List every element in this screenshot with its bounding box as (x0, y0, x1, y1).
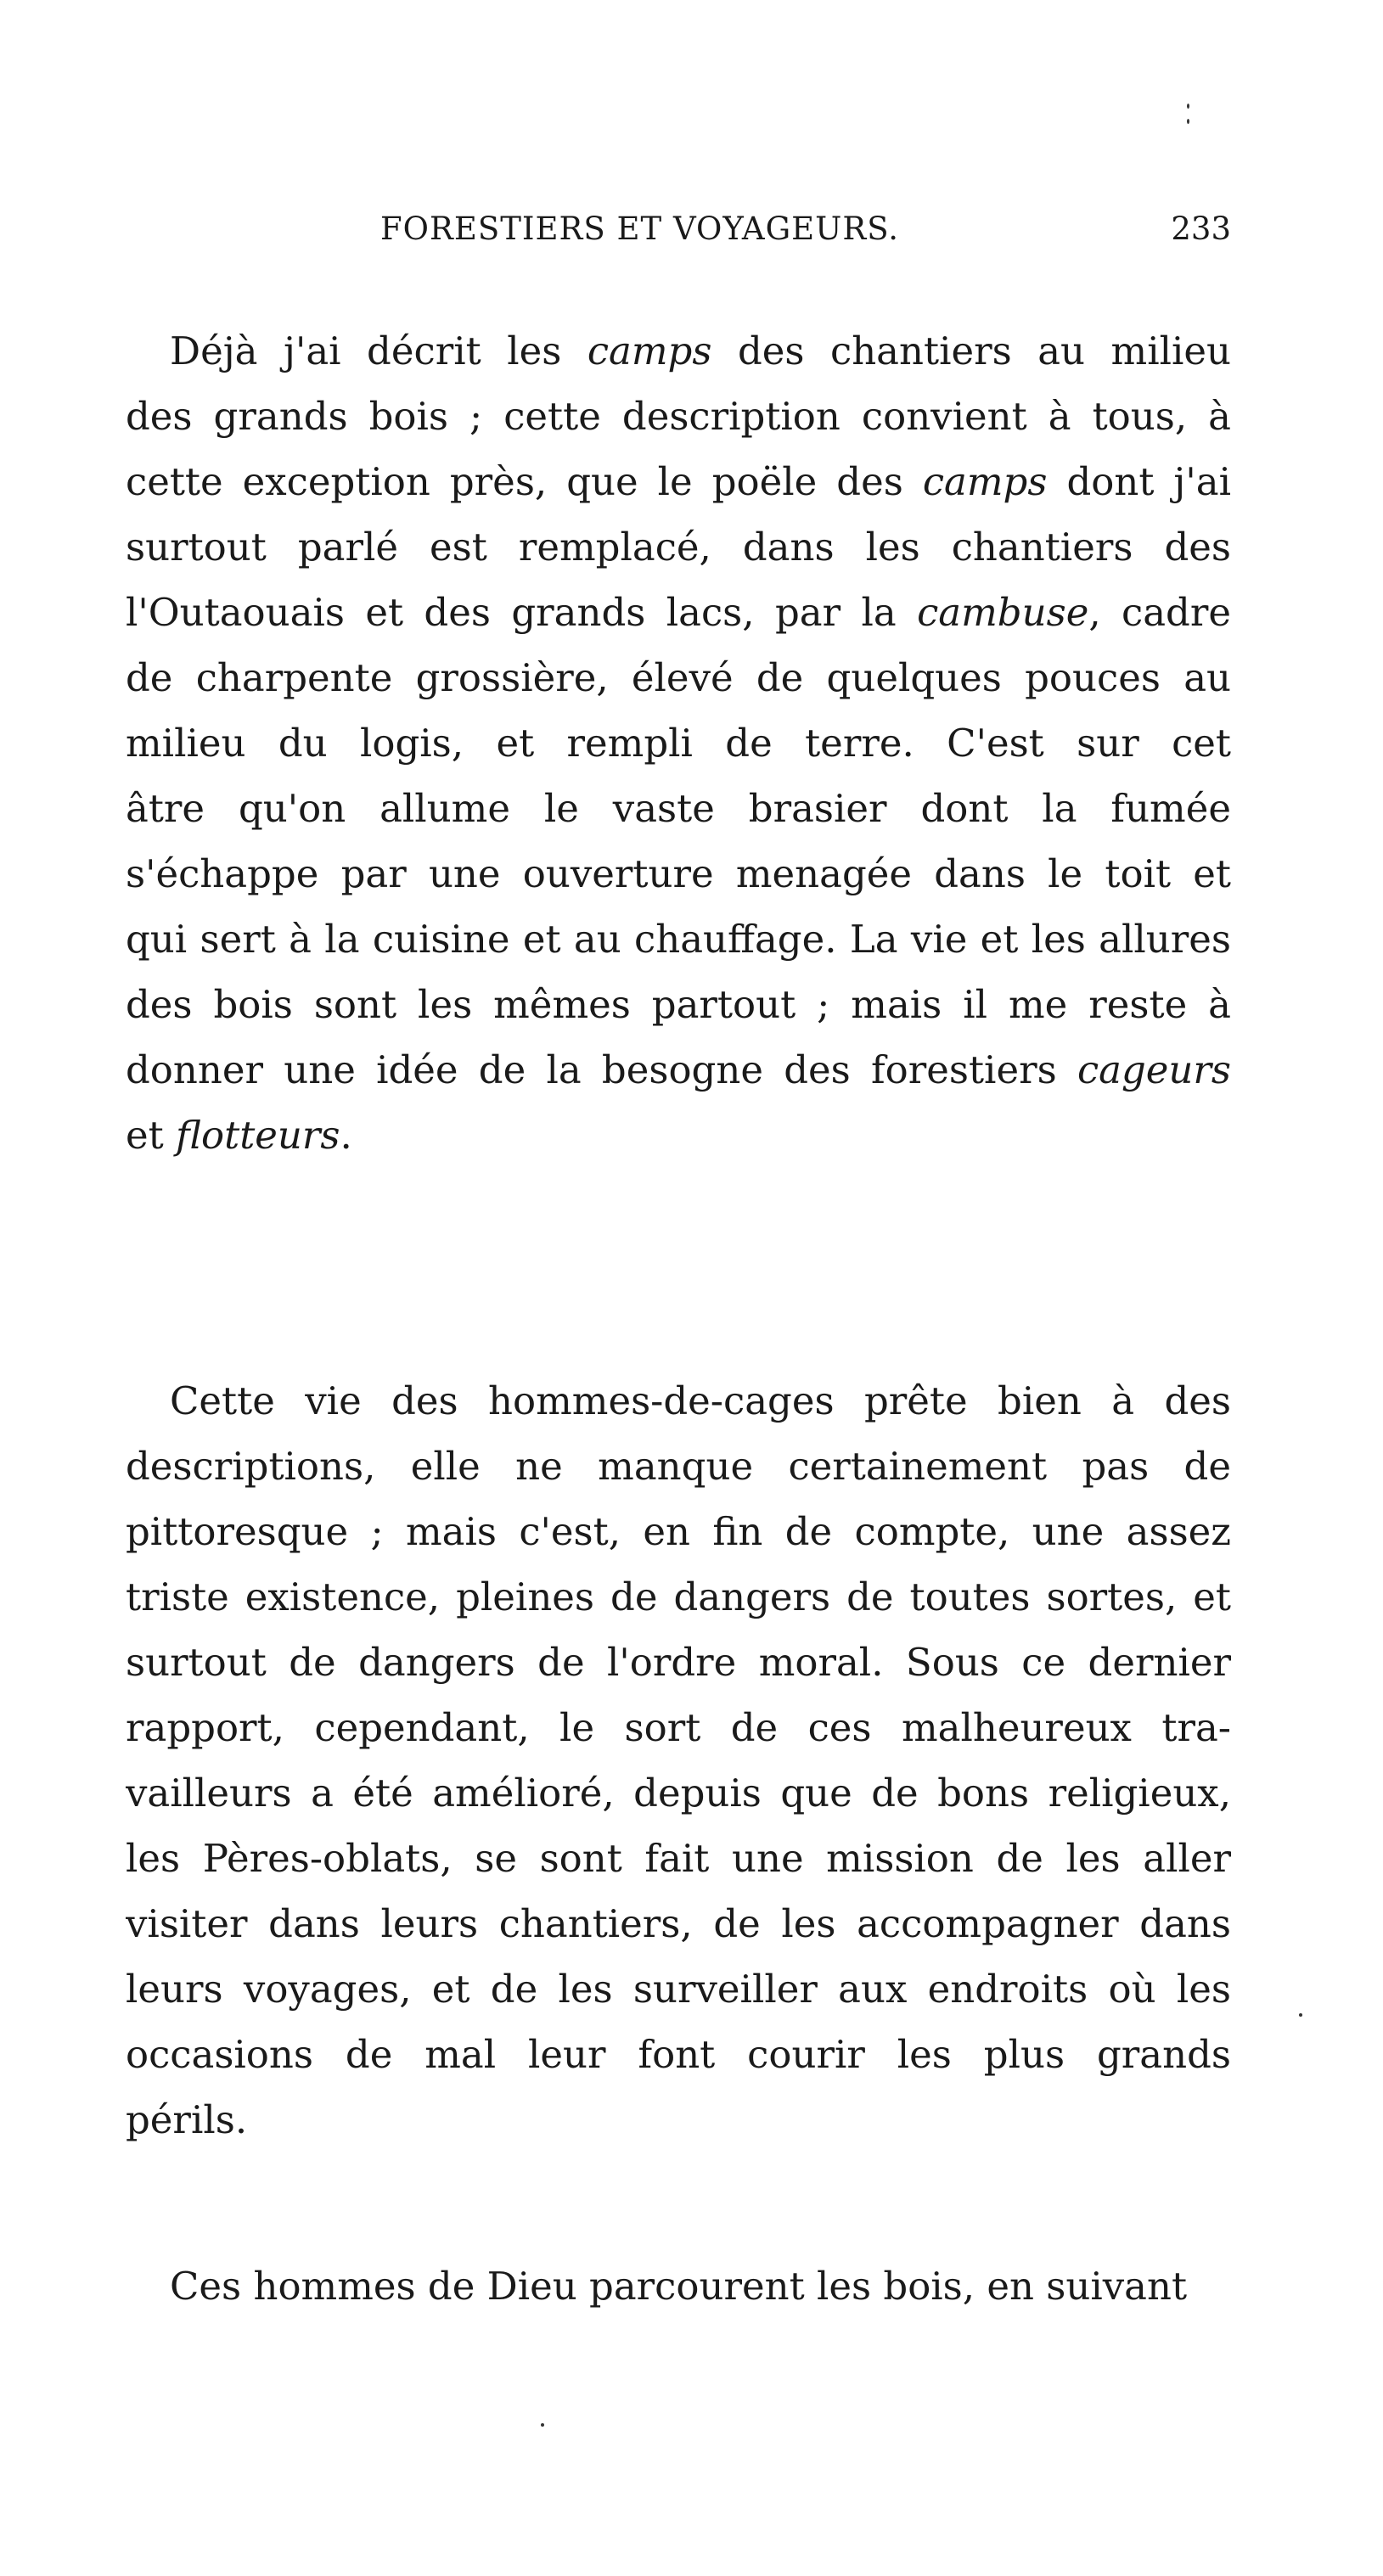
text-line: cette exception près, que le poële des camps dont j'ai (126, 459, 1231, 504)
text-line: vailleurs a été amélioré, depuis que de bons religieux, (126, 1771, 1231, 1816)
text-line: de charpente grossière, élevé de quelques pouces au (126, 655, 1231, 700)
running-title: FORESTIERS ET VOYAGEURS. (380, 210, 900, 247)
paragraph-camps (126, 318, 1231, 1168)
text-line: l'Outaouais et des grands lacs, par la cambuse, cadre (126, 590, 1231, 635)
text-line: s'échappe par une ouverture menagée dans le toit et (126, 851, 1231, 896)
italic-term: flotteurs (176, 1113, 340, 1158)
text-line: des grands bois ; cette description convient à tous, à (126, 394, 1231, 439)
paragraph-hommes-de-dieu (126, 2253, 1231, 2319)
italic-term: cageurs (1077, 1047, 1231, 1092)
print-speck (541, 2423, 544, 2427)
text-line: visiter dans leurs chantiers, de les accompagner dans (126, 1901, 1231, 1946)
text-line: des bois sont les mêmes partout ; mais il me reste à (126, 982, 1231, 1027)
text-line: les Pères-oblats, se sont fait une mission de les aller (126, 1836, 1231, 1881)
running-head (126, 210, 1231, 261)
italic-term: camps (922, 459, 1048, 504)
text-line: rapport, cependant, le sort de ces malheureux tra- (126, 1705, 1231, 1750)
text-line: triste existence, pleines de dangers de toutes sortes, et (126, 1574, 1231, 1619)
text-line: pittoresque ; mais c'est, en fin de compte, une assez (126, 1509, 1231, 1554)
page-number: 233 (1171, 210, 1231, 247)
text-line: et flotteurs. (126, 1113, 352, 1158)
text-line: surtout parlé est remplacé, dans les chantiers des (126, 525, 1231, 570)
paragraph-hommes-de-cages (126, 1368, 1231, 2152)
text-line: Ces hommes de Dieu parcourent les bois, en suivant (170, 2264, 1188, 2309)
text-line: descriptions, elle ne manque certainement pas de (126, 1444, 1231, 1489)
text-line: Déjà j'ai décrit les camps des chantiers au milieu (170, 328, 1231, 373)
text-line: Cette vie des hommes-de-cages prête bien à des (170, 1378, 1231, 1423)
text-line: périls. (126, 2097, 248, 2142)
text-line: surtout de dangers de l'ordre moral. Sous ce dernier (126, 1640, 1231, 1685)
print-speck (1187, 104, 1189, 109)
text-line: milieu du logis, et rempli de terre. C'est sur cet (126, 721, 1231, 766)
text-line: occasions de mal leur font courir les plus grands (126, 2032, 1231, 2077)
text-line: donner une idée de la besogne des forestiers cageurs (126, 1047, 1231, 1092)
text-line: qui sert à la cuisine et au chauffage. La vie et les allures (126, 917, 1231, 962)
text-line: âtre qu'on allume le vaste brasier dont la fumée (126, 786, 1231, 831)
italic-term: cambuse (917, 590, 1089, 635)
text-line: leurs voyages, et de les surveiller aux endroits où les (126, 1967, 1231, 2012)
print-speck (1299, 2013, 1302, 2017)
print-speck (1187, 119, 1189, 124)
italic-term: camps (587, 328, 712, 373)
